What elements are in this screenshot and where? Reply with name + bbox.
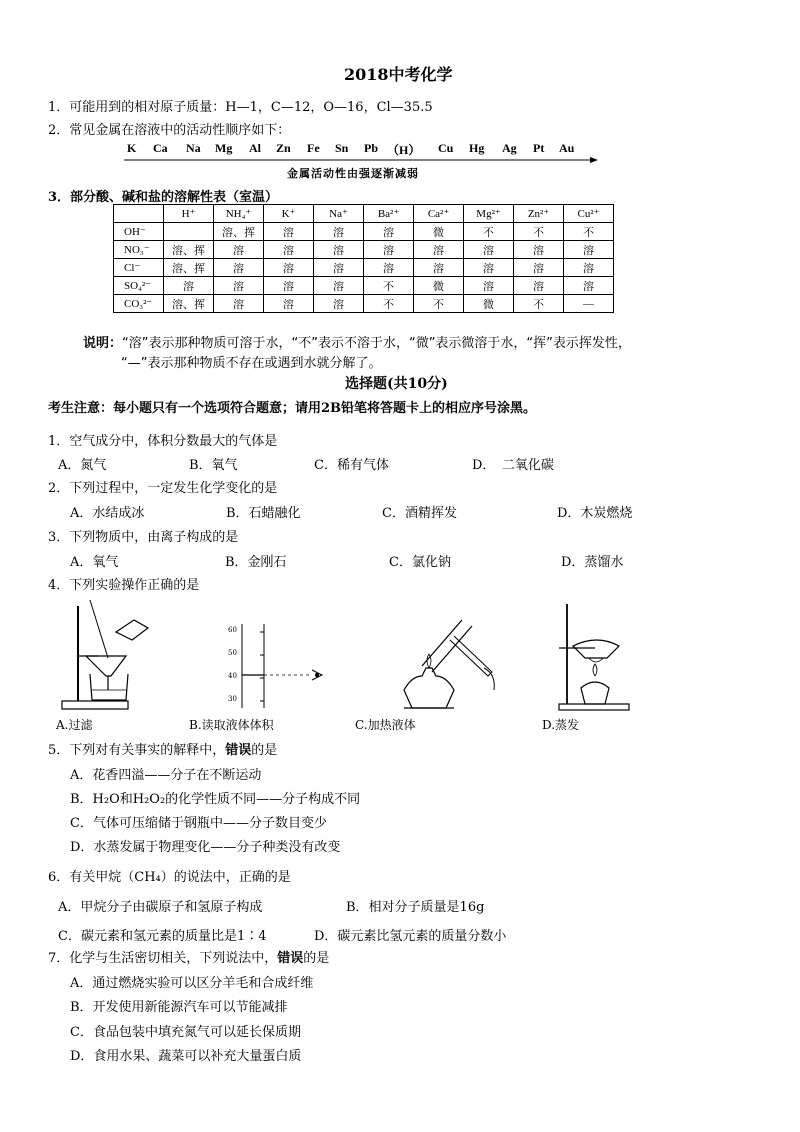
question-1-option-c[interactable]: C．稀有气体 [314, 458, 389, 473]
metal-pt: Pt [533, 141, 545, 155]
table-row [114, 241, 614, 259]
section-title: 选择题(共10分) [345, 376, 448, 392]
note-label: 说明： [83, 336, 123, 351]
table-row [114, 295, 614, 313]
metal-na: Na [186, 141, 201, 155]
question-1-stem: 1．空气成分中，体积分数最大的气体是 [48, 434, 278, 449]
question-6-stem: 6．有关甲烷（CH₄）的说法中，正确的是 [48, 870, 291, 885]
table-cell: 溶 [314, 241, 364, 259]
table-cell: 溶 [314, 277, 364, 295]
header-cell: Ba²⁺ [364, 205, 414, 223]
table-cell: 溶 [264, 277, 314, 295]
question-2-option-a[interactable]: A．水结成冰 [70, 506, 145, 521]
cylinder-tick-40: 40 [228, 672, 237, 680]
table-cell: 溶 [364, 259, 414, 277]
table-cell: 溶 [564, 241, 614, 259]
cylinder-tick-50: 50 [228, 649, 237, 657]
header-cell: H⁺ [164, 205, 214, 223]
question-3-option-d[interactable]: D．蒸馏水 [561, 555, 624, 570]
metal-hg: Hg [469, 141, 485, 155]
header-cell: Cu²⁺ [564, 205, 614, 223]
metal-pb: Pb [364, 141, 379, 155]
figure-b-label: B.读取液体体积 [189, 718, 274, 732]
intro-line-1: 1．可能用到的相对原子质量：H—1，C—12，O—16，Cl—35.5 [48, 100, 433, 115]
table-cell: 溶 [514, 241, 564, 259]
question-5-option-a[interactable]: A．花香四溢——分子在不断运动 [70, 768, 262, 783]
question-7-option-d[interactable]: D．食用水果、蔬菜可以补充大量蛋白质 [70, 1049, 302, 1064]
table-cell: 微 [464, 295, 514, 313]
header-cell: Mg²⁺ [464, 205, 514, 223]
row-header: CO₃²⁻ [114, 295, 164, 313]
metal-ag: Ag [502, 141, 517, 155]
question-6-option-b[interactable]: B．相对分子质量是16g [346, 900, 485, 915]
question-5-option-d[interactable]: D．水蒸发属于物理变化——分子种类没有改变 [70, 840, 341, 855]
question-7-stem-post: 的是 [303, 951, 330, 966]
page-title: 2018中考化学 [344, 65, 453, 84]
table-cell: 不 [514, 295, 564, 313]
question-7-option-a[interactable]: A．通过燃烧实验可以区分羊毛和合成纤维 [70, 976, 314, 991]
table-cell: 溶 [564, 259, 614, 277]
table-row [114, 277, 614, 295]
metal-sn: Sn [335, 141, 349, 155]
table-cell: 不 [514, 223, 564, 241]
figure-a-label: A.过滤 [56, 718, 93, 732]
note-line-1 [83, 332, 631, 351]
intro-line-2: 2．常见金属在溶液中的活动性顺序如下： [48, 123, 291, 138]
table-cell: — [564, 295, 614, 313]
table-cell: 不 [464, 223, 514, 241]
heating-apparatus [392, 610, 502, 710]
question-5-option-c[interactable]: C．气体可压缩储于钢瓶中——分子数目变少 [70, 816, 327, 831]
header-cell [114, 205, 164, 223]
table-cell: 溶 [364, 223, 414, 241]
question-5-stem-pre: 5．下列对有关事实的解释中， [48, 743, 226, 758]
row-header: NO₃⁻ [114, 241, 164, 259]
metal-k: K [127, 141, 137, 155]
table-cell: 溶 [164, 277, 214, 295]
question-7-option-c[interactable]: C．食品包装中填充氮气可以延长保质期 [70, 1025, 301, 1040]
table-row [114, 259, 614, 277]
exam-instruction: 考生注意：每小题只有一个选项符合题意；请用2B铅笔将答题卡上的相应序号涂黑。 [48, 401, 537, 416]
question-3-option-c[interactable]: C．氯化钠 [389, 555, 451, 570]
table-cell: 微 [414, 223, 464, 241]
metal-fe: Fe [307, 141, 320, 155]
row-header: Cl⁻ [114, 259, 164, 277]
metal-mg: Mg [215, 141, 233, 155]
table-cell: 溶、挥 [164, 295, 214, 313]
table-cell: 不 [364, 277, 414, 295]
table-cell: 溶 [414, 259, 464, 277]
question-3-stem: 3．下列物质中，由离子构成的是 [48, 530, 239, 545]
table-cell: 溶、挥 [164, 259, 214, 277]
header-cell: Zn²⁺ [514, 205, 564, 223]
question-3-option-a[interactable]: A．氧气 [70, 555, 119, 570]
table-cell: 溶 [564, 277, 614, 295]
note-text-1: “溶”表示那种物质可溶于水，“不”表示不溶于水，“微”表示微溶于水，“挥”表示挥发性， [122, 336, 631, 351]
table-cell: 溶 [264, 259, 314, 277]
solubility-table [113, 204, 614, 313]
question-7-stem-pre: 7．化学与生活密切相关，下列说法中， [48, 951, 278, 966]
metal-cu: Cu [438, 141, 454, 155]
question-6-option-c[interactable]: C．碳元素和氢元素的质量比是1∶4 [58, 929, 267, 944]
table-cell: 溶 [464, 277, 514, 295]
filtration-apparatus [56, 598, 156, 716]
table-title: 3．部分酸、碱和盐的溶解性表（室温） [48, 190, 279, 205]
table-cell: 溶 [264, 241, 314, 259]
table-cell: 溶 [464, 259, 514, 277]
table-cell [164, 223, 214, 241]
table-row [114, 223, 614, 241]
table-cell: 溶 [364, 241, 414, 259]
question-7-option-b[interactable]: B．开发使用新能源汽车可以节能减排 [70, 1000, 288, 1015]
question-2-option-c[interactable]: C．酒精挥发 [382, 506, 457, 521]
graduated-cylinder [222, 622, 342, 710]
table-cell: 溶 [214, 295, 264, 313]
table-cell: 溶、挥 [164, 241, 214, 259]
question-2-option-b[interactable]: B．石蜡融化 [226, 506, 301, 521]
note-line-2: “—”表示那种物质不存在或遇到水就分解了。 [121, 356, 382, 371]
figure-c-label: C.加热液体 [355, 718, 416, 732]
table-cell: 溶 [514, 259, 564, 277]
table-cell: 溶 [464, 241, 514, 259]
question-7-stem [48, 947, 329, 966]
metal-al: Al [249, 141, 261, 155]
question-1-option-d[interactable]: D． 二氧化碳 [472, 458, 554, 473]
question-3-option-b[interactable]: B．金刚石 [225, 555, 287, 570]
cylinder-tick-30: 30 [228, 695, 237, 703]
table-cell: 溶 [214, 277, 264, 295]
metal-ca: Ca [153, 141, 168, 155]
table-cell: 溶 [264, 223, 314, 241]
table-cell: 微 [414, 277, 464, 295]
row-header: SO₄²⁻ [114, 277, 164, 295]
table-cell: 溶 [514, 277, 564, 295]
question-1-option-a[interactable]: A．氮气 [58, 458, 107, 473]
table-cell: 溶 [314, 295, 364, 313]
question-2-stem: 2．下列过程中，一定发生化学变化的是 [48, 481, 278, 496]
evaporation-apparatus [555, 600, 645, 712]
activity-caption: 金属活动性由强逐渐减弱 [287, 167, 419, 180]
question-5-stem-bold: 错误 [225, 743, 252, 758]
table-cell: 溶 [314, 223, 364, 241]
header-cell: Ca²⁺ [414, 205, 464, 223]
table-cell: 溶 [214, 259, 264, 277]
question-1-option-b[interactable]: B．氧气 [189, 458, 238, 473]
table-cell: 溶 [214, 241, 264, 259]
question-7-stem-bold: 错误 [277, 951, 304, 966]
question-6-option-a[interactable]: A．甲烷分子由碳原子和氢原子构成 [58, 900, 263, 915]
table-cell: 不 [564, 223, 614, 241]
question-5-stem-post: 的是 [251, 743, 278, 758]
question-4-stem: 4．下列实验操作正确的是 [48, 578, 200, 593]
row-header: OH⁻ [114, 223, 164, 241]
table-cell: 不 [414, 295, 464, 313]
header-cell: NH₄⁺ [214, 205, 264, 223]
header-cell: Na⁺ [314, 205, 364, 223]
metal-zn: Zn [276, 141, 291, 155]
cylinder-tick-60: 60 [228, 626, 237, 634]
table-cell: 溶 [414, 241, 464, 259]
metal-h: （H） [387, 143, 421, 157]
table-cell: 溶、挥 [214, 223, 264, 241]
metal-au: Au [559, 141, 575, 155]
header-cell: K⁺ [264, 205, 314, 223]
question-5-option-b[interactable]: B．H₂O和H₂O₂的化学性质不同——分子构成不同 [70, 792, 361, 807]
table-cell: 溶 [314, 259, 364, 277]
question-2-option-d[interactable]: D．木炭燃烧 [557, 506, 633, 521]
question-5-stem [48, 739, 277, 758]
table-cell: 溶 [264, 295, 314, 313]
question-6-option-d[interactable]: D．碳元素比氢元素的质量分数小 [314, 929, 507, 944]
table-cell: 不 [364, 295, 414, 313]
figure-d-label: D.蒸发 [542, 718, 580, 732]
table-header-row [114, 205, 614, 223]
